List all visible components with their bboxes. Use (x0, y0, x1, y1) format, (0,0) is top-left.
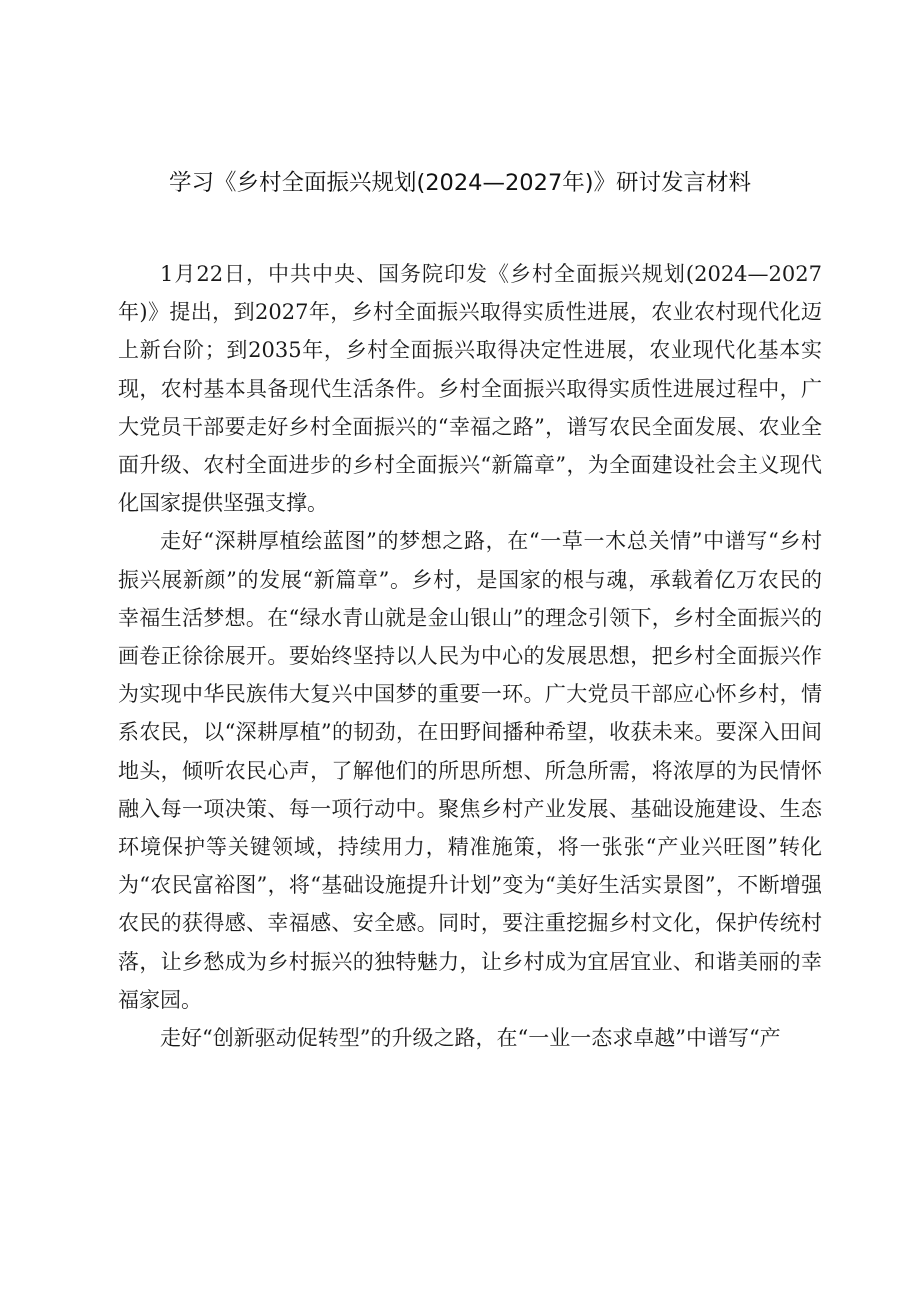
document-body (118, 255, 822, 1057)
paragraph-3: 走好“创新驱动促转型”的升级之路，在“一业一态求卓越”中谱写“产 (160, 1026, 781, 1051)
paragraph-1: 1月22日，中共中央、国务院印发《乡村全面振兴规划(2024—2027年)》提出，到2027年，乡村全面振兴取得实质性进展，农业农村现代化迈上新台阶；到2035年，乡村全面振兴取得决定性进展，农业现代化基本实现，农村基本具备现代生活条件。乡村全面振兴取得实质性进展过程中，广大党员干部要走好乡村全面振兴的“幸福之路”，谱写农民全面发展、农业全面升级、农村全面进步的乡村全面振兴“新篇章”，为全面建设社会主义现代化国家提供坚强支撑。 (118, 262, 822, 516)
document-title: 学习《乡村全面振兴规划(2024—2027年)》研讨发言材料 (168, 170, 752, 196)
paragraph-2: 走好“深耕厚植绘蓝图”的梦想之路，在“一草一木总关情”中谱写“乡村振兴展新颜”的发展“新篇章”。乡村，是国家的根与魂，承载着亿万农民的幸福生活梦想。在“绿水青山就是金山银山”的理念引领下，乡村全面振兴的画卷正徐徐展开。要始终坚持以人民为中心的发展思想，把乡村全面振兴作为实现中华民族伟大复兴中国梦的重要一环。广大党员干部应心怀乡村，情系农民，以“深耕厚植”的韧劲，在田野间播种希望，收获未来。要深入田间地头，倾听农民心声，了解他们的所思所想、所急所需，将浓厚的为民情怀融入每一项决策、每一项行动中。聚焦乡村产业发展、基础设施建设、生态环境保护等关键领域，持续用力，精准施策，将一张张“产业兴旺图”转化为“农民富裕图”，将“基础设施提升计划”变为“美好生活实景图”，不断增强农民的获得感、幸福感、安全感。同时，要注重挖掘乡村文化，保护传统村落，让乡愁成为乡村振兴的独特魅力，让乡村成为宜居宜业、和谐美丽的幸福家园。 (118, 529, 822, 1012)
